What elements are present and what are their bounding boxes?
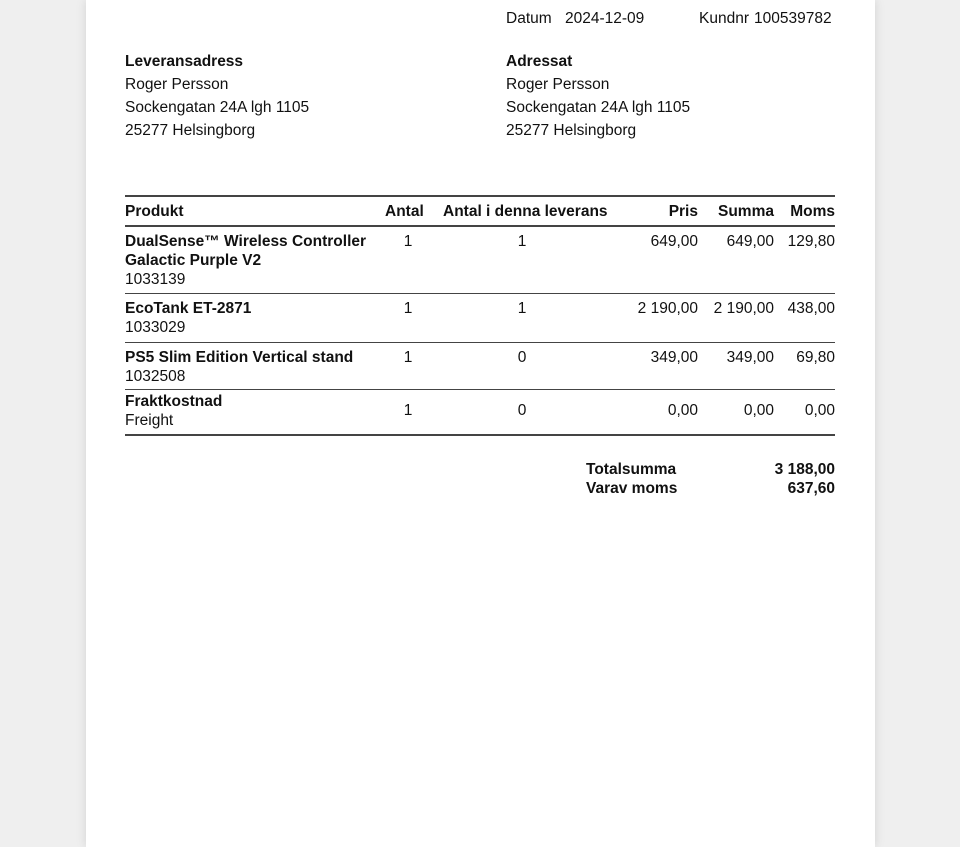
product-quantity-this-delivery: 1 [517,300,527,317]
column-header-price: Pris [668,203,698,220]
product-vat: 129,80 [787,233,835,250]
table-top-rule [125,195,835,197]
product-sum: 0,00 [743,402,774,419]
product-price: 0,00 [667,402,698,419]
delivery-address-city: 25277 Helsingborg [125,122,256,139]
product-price: 349,00 [650,349,698,366]
product-sku: Freight [125,412,174,429]
product-name: Fraktkostnad [125,393,223,410]
product-vat: 0,00 [804,402,835,419]
customer-number-value: 100539782 [754,10,832,27]
table-header-rule [125,225,835,227]
table-bottom-rule [125,434,835,436]
delivery-address-street: Sockengatan 24A lgh 1105 [125,99,310,116]
addressee-name: Roger Persson [506,76,610,93]
vat-total-label: Varav moms [586,480,678,497]
vat-total-value: 637,60 [787,480,835,497]
product-name: EcoTank ET-2871 [125,300,252,317]
column-header-quantity: Antal [385,203,424,220]
row-divider [125,342,835,343]
column-header-sum: Summa [718,203,774,220]
product-name: DualSense™ Wireless Controller [125,233,367,250]
product-vat: 438,00 [787,300,835,317]
column-header-product: Produkt [125,203,184,220]
addressee-city: 25277 Helsingborg [506,122,637,139]
product-quantity: 1 [403,300,413,317]
product-name: PS5 Slim Edition Vertical stand [125,349,354,366]
delivery-address-title: Leveransadress [125,53,244,70]
product-sum: 649,00 [726,233,774,250]
product-sku: 1033029 [125,319,186,336]
product-quantity-this-delivery: 0 [517,349,527,366]
product-sum: 2 190,00 [713,300,774,317]
delivery-address-block [125,50,309,142]
product-quantity-this-delivery: 1 [517,233,527,250]
product-sku: 1033139 [125,271,186,288]
product-sku: 1032508 [125,368,186,385]
product-name-line-2: Galactic Purple V2 [125,252,262,269]
product-quantity: 1 [403,349,413,366]
product-quantity: 1 [403,402,413,419]
total-value: 3 188,00 [774,461,835,478]
delivery-address-name: Roger Persson [125,76,229,93]
product-price: 2 190,00 [637,300,698,317]
addressee-street: Sockengatan 24A lgh 1105 [506,99,691,116]
addressee-block [506,50,690,142]
row-divider [125,389,835,390]
document-page [86,0,875,847]
product-quantity-this-delivery: 0 [517,402,527,419]
column-header-vat: Moms [790,203,835,220]
product-sum: 349,00 [726,349,774,366]
product-quantity: 1 [403,233,413,250]
row-divider [125,293,835,294]
addressee-title: Adressat [506,53,573,70]
column-header-quantity-this-delivery: Antal i denna leverans [443,203,608,220]
customer-number-label: Kundnr [699,10,749,27]
product-price: 649,00 [650,233,698,250]
date-label: Datum [506,10,552,27]
product-vat: 69,80 [796,349,835,366]
total-label: Totalsumma [586,461,677,478]
date-value: 2024-12-09 [565,10,645,27]
